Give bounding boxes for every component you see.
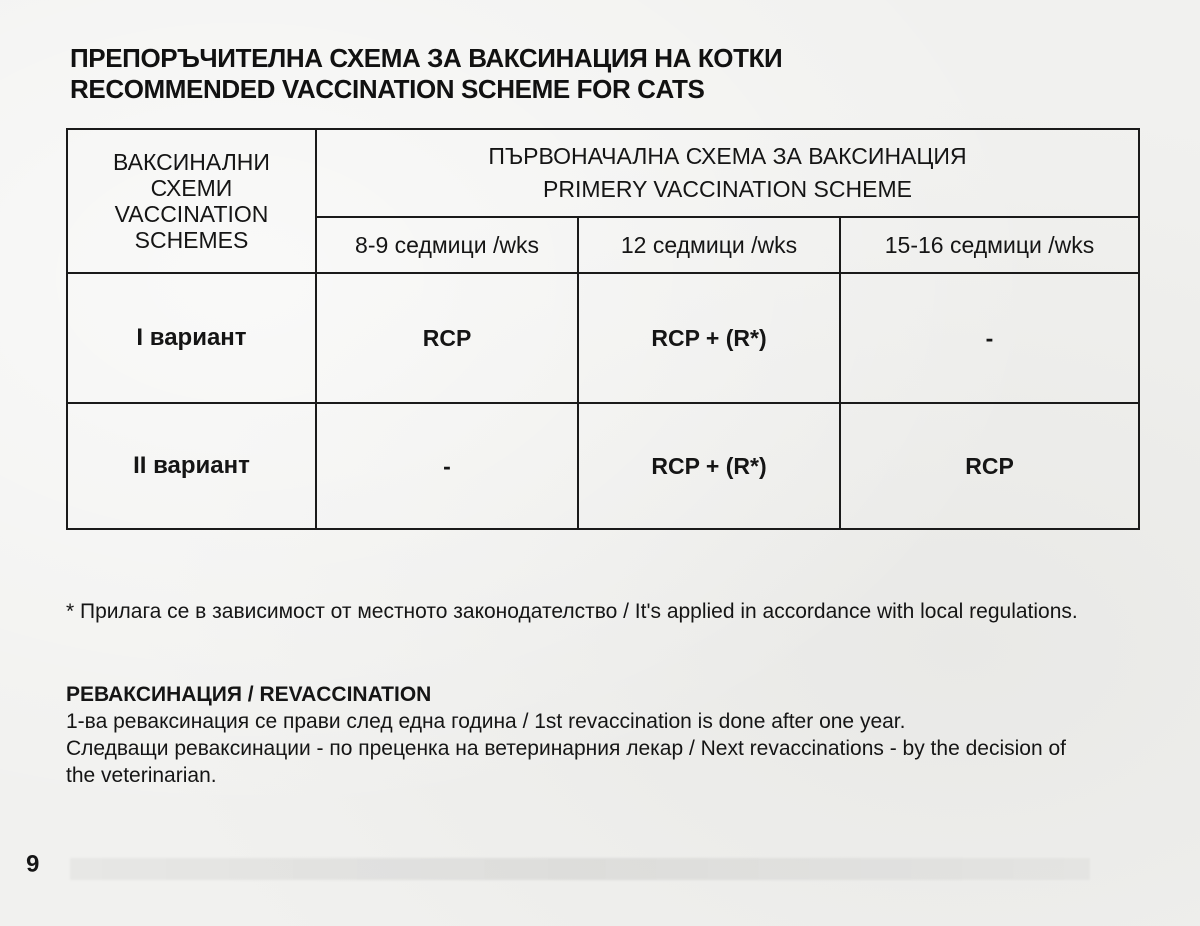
column-header-12-weeks: 12 седмици /wks — [578, 217, 840, 273]
table-cell: - — [316, 403, 578, 529]
schemes-header-line: ВАКСИНАЛНИ — [113, 149, 270, 175]
primary-header-english: PRIMERY VACCINATION SCHEME — [543, 176, 912, 202]
title-bulgarian: ПРЕПОРЪЧИТЕЛНА СХЕМА ЗА ВАКСИНАЦИЯ НА КОТКИ — [70, 43, 783, 73]
schemes-header-line: СХЕМИ — [150, 175, 233, 201]
table-cell: RCP + (R*) — [578, 273, 840, 403]
revaccination-line: 1-ва реваксинация се прави след една година / 1st revaccination is done after one year. — [66, 710, 906, 733]
table-row — [67, 273, 1139, 403]
show-through-text — [70, 858, 1090, 880]
footnote: * Прилага се в зависимост от местното законодателство / It's applied in accordance with local regulations. — [66, 600, 1078, 623]
vaccination-table — [66, 128, 1140, 530]
page-number: 6 — [26, 849, 40, 876]
primary-header-bulgarian: ПЪРВОНАЧАЛНА СХЕМА ЗА ВАКСИНАЦИЯ — [488, 143, 967, 169]
primary-scheme-header — [316, 129, 1139, 217]
schemes-header-line: VACCINATION — [114, 201, 269, 227]
table-row — [67, 403, 1139, 529]
revaccination-section — [66, 681, 1096, 789]
revaccination-heading: РЕВАКСИНАЦИЯ / REVACCINATION — [66, 683, 432, 706]
table-cell: RCP — [316, 273, 578, 403]
schemes-header-cell — [67, 129, 316, 273]
row-label-variant-2: II вариант — [67, 403, 316, 529]
title-english: RECOMMENDED VACCINATION SCHEME FOR CATS — [70, 74, 705, 104]
table-cell: RCP — [840, 403, 1139, 529]
column-header-8-9-weeks: 8-9 седмици /wks — [316, 217, 578, 273]
revaccination-line: Следващи реваксинации - по преценка на ветеринарния лекар / Next revaccinations - by the decision of the veterinarian. — [66, 737, 1066, 787]
table-cell: - — [840, 273, 1139, 403]
column-header-15-16-weeks: 15-16 седмици /wks — [840, 217, 1139, 273]
page-title — [70, 43, 782, 105]
row-label-variant-1: I вариант — [67, 273, 316, 403]
schemes-header-line: SCHEMES — [134, 227, 249, 253]
table-cell: RCP + (R*) — [578, 403, 840, 529]
